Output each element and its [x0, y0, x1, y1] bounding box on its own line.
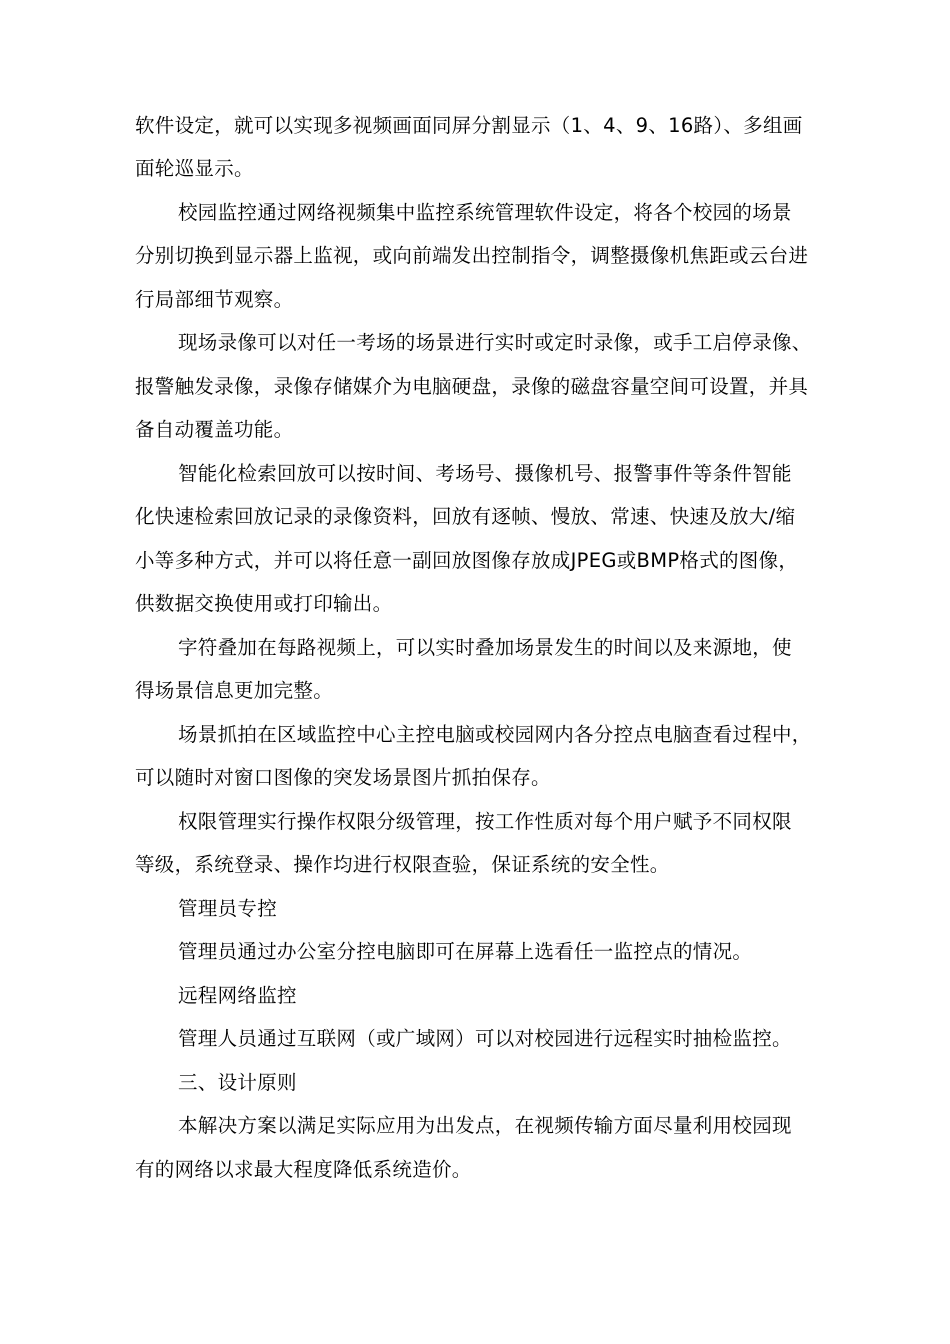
text-line: 分别切换到显示器上监视，或向前端发出控制指令，调整摄像机焦距或云台进 — [135, 244, 809, 267]
text-line: 报警触发录像，录像存储媒介为电脑硬盘，录像的磁盘容量空间可设置，并具 — [135, 375, 809, 398]
text-line: 等级，系统登录、操作均进行权限查验，保证系统的安全性。 — [135, 853, 670, 876]
text-line: 字符叠加在每路视频上，可以实时叠加场景发生的时间以及来源地，使 — [178, 636, 792, 659]
text-line: 校园监控通过网络视频集中监控系统管理软件设定，将各个校园的场景 — [178, 201, 792, 224]
text-line: 智能化检索回放可以按时间、考场号、摄像机号、报警事件等条件智能 — [178, 462, 792, 485]
text-line: 有的网络以求最大程度降低系统造价。 — [135, 1158, 472, 1181]
text-line: 得场景信息更加完整。 — [135, 679, 334, 702]
text-line: 小等多种方式，并可以将任意一副回放图像存放成JPEG或BMP格式的图像， — [135, 549, 799, 572]
text-line: 管理员专控 — [178, 897, 278, 920]
text-line: 化快速检索回放记录的录像资料，回放有逐帧、慢放、常速、快速及放大/缩 — [135, 505, 796, 528]
text-line: 可以随时对窗口图像的突发场景图片抓拍保存。 — [135, 766, 551, 789]
text-line: 面轮巡显示。 — [135, 157, 254, 180]
text-line: 场景抓拍在区域监控中心主控电脑或校园网内各分控点电脑查看过程中， — [178, 723, 812, 746]
text-line: 软件设定，就可以实现多视频画面同屏分割显示（1、4、9、16路）、多组画 — [135, 114, 803, 137]
text-line: 管理人员通过互联网（或广域网）可以对校园进行远程实时抽检监控。 — [178, 1027, 792, 1050]
text-line: 备自动覆盖功能。 — [135, 418, 294, 441]
text-line: 本解决方案以满足实际应用为出发点，在视频传输方面尽量利用校园现 — [178, 1114, 792, 1137]
section-heading: 三、设计原则 — [178, 1071, 297, 1094]
text-line: 供数据交换使用或打印输出。 — [135, 592, 393, 615]
text-line: 权限管理实行操作权限分级管理，按工作性质对每个用户赋予不同权限 — [178, 810, 792, 833]
text-line: 行局部细节观察。 — [135, 288, 294, 311]
text-line: 远程网络监控 — [178, 984, 297, 1007]
text-line: 管理员通过办公室分控电脑即可在屏幕上选看任一监控点的情况。 — [178, 940, 753, 963]
text-line: 现场录像可以对任一考场的场景进行实时或定时录像，或手工启停录像、 — [178, 331, 812, 354]
